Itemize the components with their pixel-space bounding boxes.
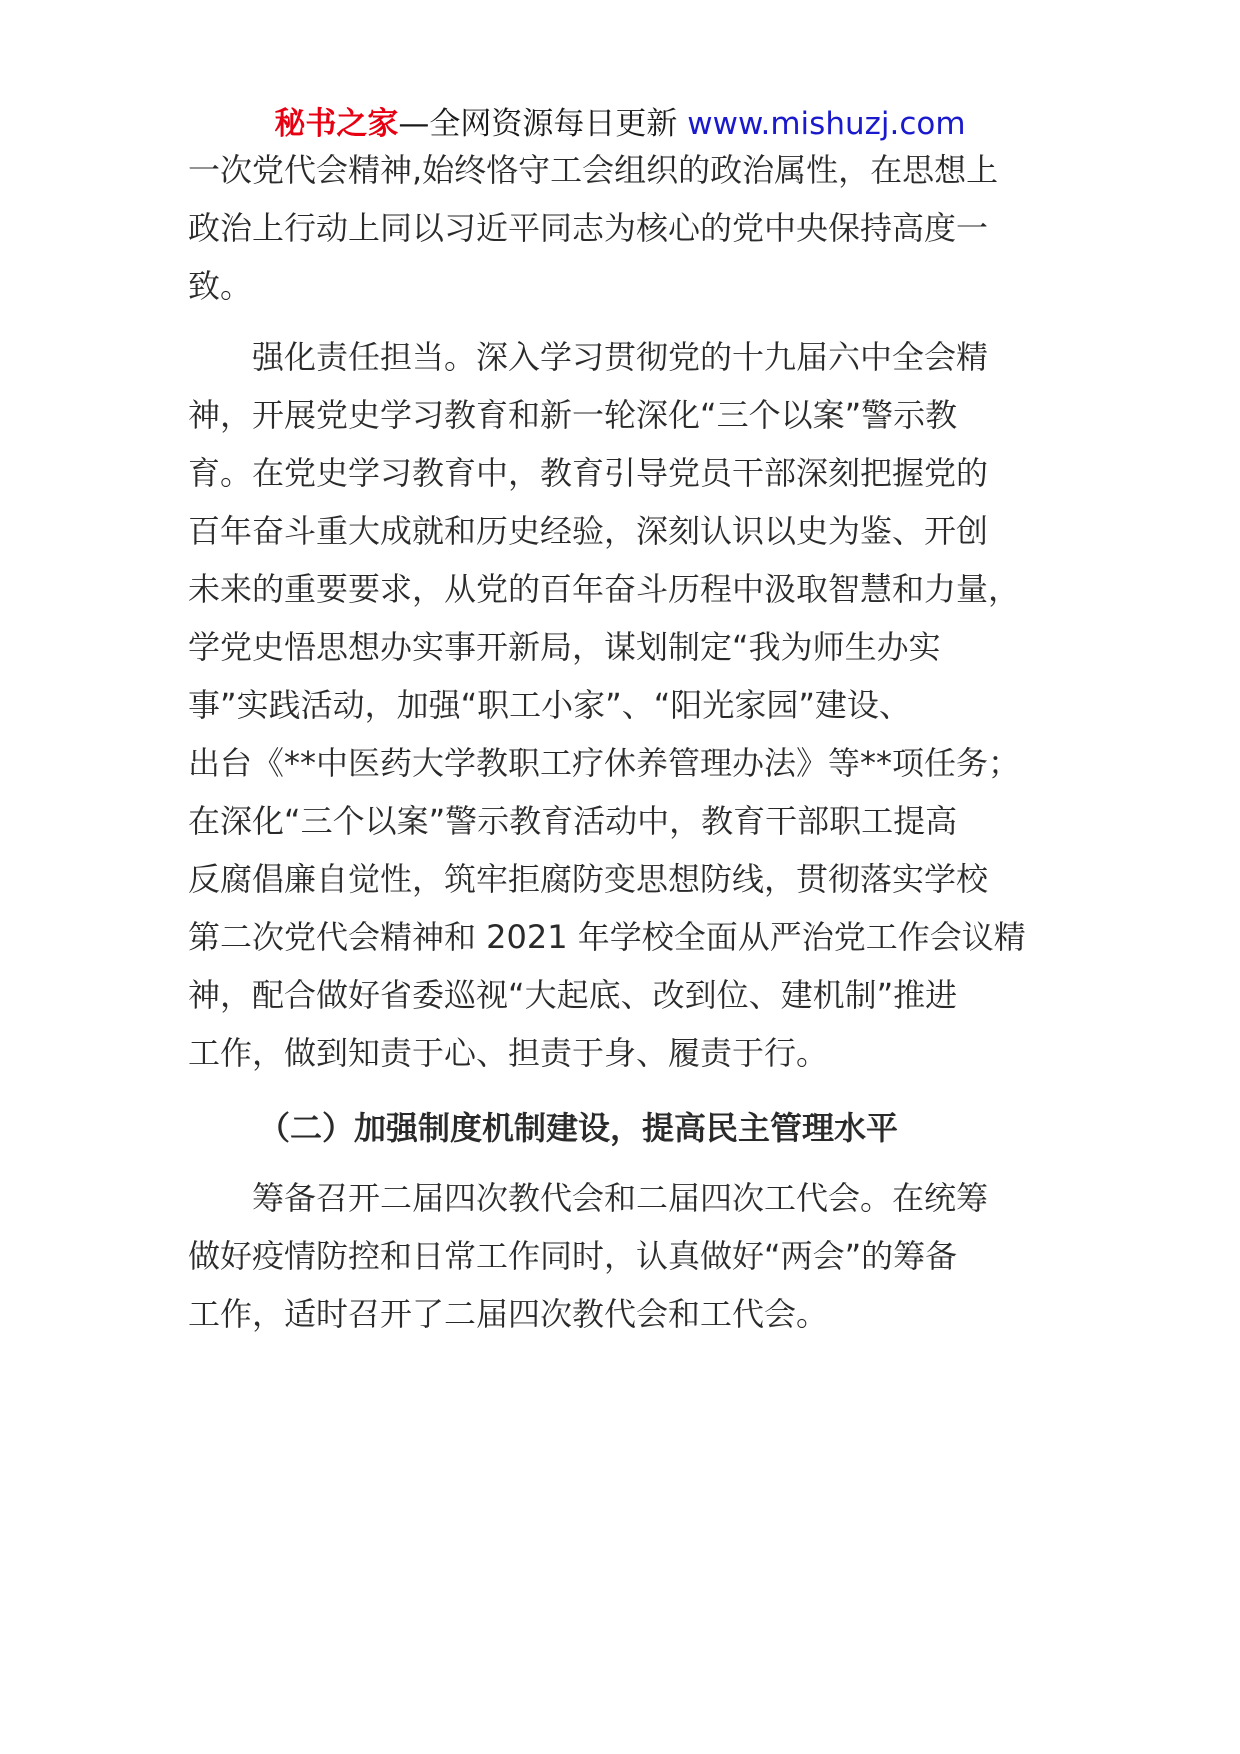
text-line: 强化责任担当。深入学习贯彻党的十九届六中全会精 xyxy=(188,338,989,376)
text-line: 育。在党史学习教育中，教育引导党员干部深刻把握党的 xyxy=(188,454,989,492)
text-line: 工作，适时召开了二届四次教代会和工代会。 xyxy=(188,1295,829,1333)
text-line: 致。 xyxy=(188,267,253,305)
header-tagline: —全网资源每日更新 xyxy=(398,106,688,142)
text-line: 神，配合做好省委巡视“大起底、改到位、建机制”推进 xyxy=(188,976,958,1014)
text-line: 事”实践活动，加强“职工小家”、“阳光家园”建设、 xyxy=(188,686,911,724)
text-line: 一次党代会精神,始终恪守工会组织的政治属性，在思想上 xyxy=(188,151,999,189)
brand-name: 秘书之家 xyxy=(274,106,399,142)
text-line: 百年奋斗重大成就和历史经验，深刻认识以史为鉴、开创 xyxy=(188,512,989,550)
text-line: 工作，做到知责于心、担责于身、履责于行。 xyxy=(188,1034,829,1072)
text-line: 在深化“三个以案”警示教育活动中，教育干部职工提高 xyxy=(188,802,958,840)
text-line: 学党史悟思想办实事开新局，谋划制定“我为师生办实 xyxy=(188,628,941,666)
text-line: 筹备召开二届四次教代会和二届四次工代会。在统筹 xyxy=(188,1179,989,1217)
text-line: 做好疫情防控和日常工作同时，认真做好“两会”的筹备 xyxy=(188,1237,958,1275)
text-line: 神，开展党史学习教育和新一轮深化“三个以案”警示教 xyxy=(188,396,958,434)
text-line: 未来的重要要求，从党的百年奋斗历程中汲取智慧和力量， xyxy=(188,570,1021,608)
watermark-header xyxy=(0,102,1240,146)
section-heading: （二）加强制度机制建设，提高民主管理水平 xyxy=(258,1109,899,1147)
header-url[interactable]: www.mishuzj.com xyxy=(687,106,966,142)
text-line: 政治上行动上同以习近平同志为核心的党中央保持高度一 xyxy=(188,209,989,247)
text-line: 第二次党代会精神和 2021 年学校全面从严治党工作会议精 xyxy=(188,918,1026,956)
text-line: 出台《**中医药大学教职工疗休养管理办法》等**项任务； xyxy=(188,744,1021,782)
text-line: 反腐倡廉自觉性，筑牢拒腐防变思想防线，贯彻落实学校 xyxy=(188,860,989,898)
